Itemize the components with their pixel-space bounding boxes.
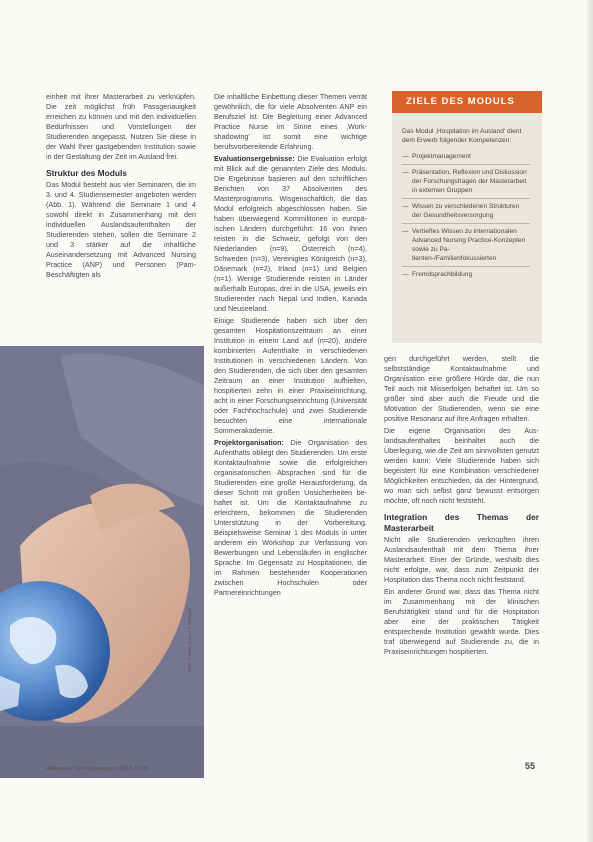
goal-item bbox=[402, 267, 530, 282]
right-paragraph-3: Nicht alle Studierenden verknüpften ihren Auslandsaufenthalt mit dem Thema ihrer Masterarbeit. Einer der Gründe, weshalb dies nicht erfolgte, war, dass zum Zeitpunkt der Hospitation das Thema noch nicht feststand. bbox=[384, 535, 539, 584]
goals-box bbox=[392, 91, 542, 343]
dash-marker: — bbox=[402, 271, 409, 278]
goals-box-title: ZIELE DES MODULS bbox=[392, 91, 542, 113]
middle-column bbox=[214, 92, 367, 752]
evaluation-lead: Evaluationsergebnisse: bbox=[214, 154, 295, 163]
goal-item bbox=[402, 149, 530, 165]
goals-box-intro: Das Modul ‚Hospitation im Ausland' dient dem Erwerb folgender Kompetenzen: bbox=[402, 128, 522, 144]
integration-heading: Integration des Themas der Masterarbeit bbox=[384, 512, 539, 533]
project-body: Die Organisation des Aufenthalts obliegt den Studierenden. Um erste Kontaktaufnahme sowie die erfolgreichen organisatorischen Absprachen sind für die Studierenden eine große Herausforderung, da dieser Schritt mit großen Unsicherheiten behaftet ist. Um die Kontaktaufnahme zu erleichtern, bekommen die Studierenden Unterstützung in der Vorbereitung. Beispielsweise Seminar 1 des Moduls in unter anderem ein Workshop zur Verfassung von Bewerbungen und Lebensläufen in englischer Sprache. Im Gegensatz zu Hospitationen, die im Rahmen bestehender Kooperationen zwischen Hochschulen oder Partnereinrichtungen bbox=[214, 438, 367, 597]
right-column bbox=[384, 354, 539, 754]
goal-text: Projektmanagement bbox=[412, 153, 472, 160]
right-paragraph-4: Ein anderer Grund war, dass das Thema nicht im Zusammenhang mit der klinischen Berufstätigkeit stand und für die Hospitation aber eine der praktischen Tätigkeit entsprechende Institution gewählt wurde. Dies traf überwiegend auf Studierende zu, die in Praxiseinrichtungen hospitierten. bbox=[384, 587, 539, 656]
photo-credit: Foto: Fotolia_xxxxx / © Fotograf bbox=[187, 608, 192, 672]
globe-hand-photo bbox=[0, 346, 204, 778]
journal-footer: Heilberufe / Das Pflegemagazin 2013; 65 (3) bbox=[46, 766, 149, 772]
photo-illustration bbox=[0, 346, 204, 778]
dash-marker: — bbox=[402, 153, 409, 160]
goal-text: Präsentation, Reflexion und Diskussion der Forschungsfragen der Masterarbeit in externen Gruppen bbox=[412, 169, 527, 194]
right-paragraph-1: gen durchgeführt werden, stellt die selbstständige Kontaktaufnahme und Organisation eine größere Hürde dar, die nun Teil auch mit Misserfolgen behaftet ist. Um so größer sind aber auch die Freude und die Motivation der Studierenden, wenn sie eine positive Resonanz auf ihre Anfragen erhalten. bbox=[384, 354, 539, 423]
evaluation-paragraph bbox=[214, 154, 367, 314]
middle-intro-paragraph: Die inhaltliche Einbettung dieser Themen verrät gewöhnlich, die für viele Absolventen ANP ein Berufsziel ist. Die Begleitung einer Advanced Practice Nurse im Sinne eines ‚Work-shadowing' ist somit eine wichtige berufsvorbereitende Erfahrung. bbox=[214, 92, 367, 151]
page-edge-shadow bbox=[587, 0, 593, 842]
evaluation-body: Die Evaluation erfolgt mit Blick auf die genannten Ziele des Moduls. Die Ergebnisse basieren auf den schriftlichen Berichten von 37 Absolventen des Masterprogramms. Wisgenschaftlich, die das Modul erfolgreich abgeschlossen haben. Sie haben überwiegend Kommilitonen in europäischen Ländern durchgeführt: 16 von ihnen reisten in die Schweiz, gefolgt von den Niederlanden (n=9), Österreich (n=4), Schweden (n=3), Vereinigtes Königreich (n=3), Dänemark (n=2), Irland (n=1) und Belgien (n=1). Wenige Studierende reisten in Länder außerhalb Europas, drei in die USA, jeweils ein Studierender nach Nepal und Indien, Kanada und Neuseeland. bbox=[214, 154, 367, 313]
dash-marker: — bbox=[402, 203, 409, 210]
goal-item bbox=[402, 165, 530, 199]
project-paragraph bbox=[214, 438, 367, 598]
goal-text: Fremdsprachbildung bbox=[412, 271, 473, 278]
project-lead: Projektorganisation: bbox=[214, 438, 284, 447]
page-number: 55 bbox=[525, 761, 536, 771]
goal-item bbox=[402, 224, 530, 267]
dash-marker: — bbox=[402, 169, 409, 176]
structure-paragraph: Das Modul besteht aus vier Seminaren, die im 3. und 4. Studiensemester angeboten werden (Abb. 1). Während die Seminare 1 und 4 sowohl direkt in Zusammenhang mit den individuellen Auslandsaufenthalten der Studierenden stehen, sollen die Seminare 2 und 3 stärker auf die inhaltliche Auseinandersetzung mit Advanced Nursing Practice (ANP) und Personen (Pam-Beschäftigten als bbox=[46, 180, 196, 279]
goal-item bbox=[402, 199, 530, 224]
left-column bbox=[46, 92, 196, 317]
right-paragraph-2: Die eigene Organisation des Auslandsaufenthaltes beinhaltet auch die Überlegung, wie die Zeit am sinnvollsten genutzt werden kann: Viele Studierende haben sich begeistert für eine Kombination verschiedener Möglichkeiten entschieden, da der Hintergrund, wo man sich selbst ganz bewusst entsorgen möchte, oft noch nicht feststeht. bbox=[384, 426, 539, 505]
left-intro-paragraph: einheit mit ihrer Masterarbeit zu verknüpfen. Die zeit möglichst früh Passgenauigkeit erreichen zu können und mit den individuellen Bedürfnissen und Vorstellungen der Studierenden angepasst. Nutzen Sie diese in der Wahl Ihrer gastgebenden Institution sowie in der Gestaltung der Zeit im Ausland frei. bbox=[46, 92, 196, 161]
structure-heading: Struktur des Moduls bbox=[46, 168, 127, 178]
goal-text: Vertieftes Wissen zu internationalen Advanced Nursing Practice-Konzepten sowie zu Patienten-/Familienfokussierten bbox=[412, 228, 526, 262]
goal-text: Wissen zu verschiedenen Strukturen der Gesundheitsversorgung bbox=[412, 203, 520, 219]
hospitation-paragraph: Einige Studierende haben sich über den gesamten Hospitationszeitraum an einer Institution in einem Land auf (n=20), andere kombinierten Aufenthalte in verschiedenen Institutionen in verschiedenen Ländern. Von den Studierenden, die sich über den gesamten Zeitraum an einer Institution aufhielten, hospitierten zehn in einer Praxiseinrichtung, acht in einer Forschungseinrichtung (Universität oder Fachhochschule) und zwei Studierende besuchten eine internationale Sommerakademie. bbox=[214, 316, 367, 435]
dash-marker: — bbox=[402, 228, 409, 235]
goals-list bbox=[392, 149, 542, 282]
